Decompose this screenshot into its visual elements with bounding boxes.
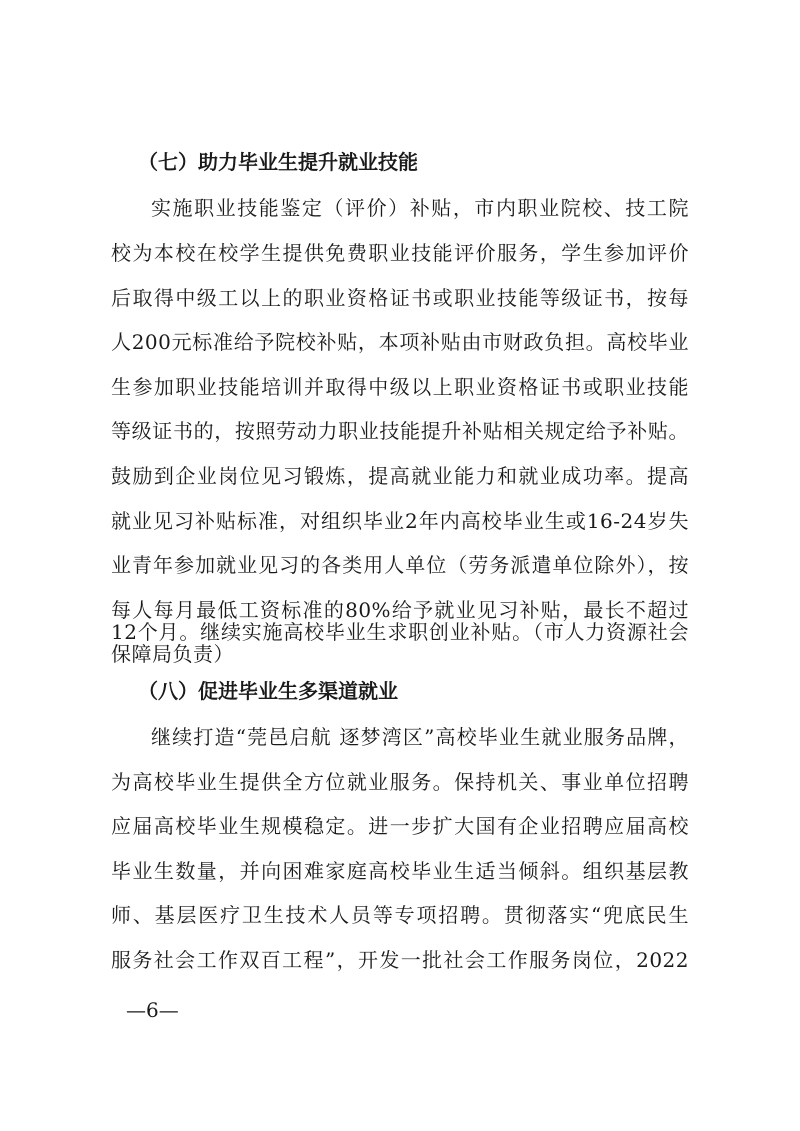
paragraph-line: 人200元标准给予院校补贴，本项补贴由市财政负担。高校毕业 bbox=[111, 330, 689, 354]
paragraph-line: 就业见习补贴标准，对组织毕业2年内高校毕业生或16-24岁失 bbox=[111, 509, 689, 533]
paragraph-line: 师、基层医疗卫生技术人员等专项招聘。贯彻落实“兜底民生 bbox=[111, 903, 689, 927]
paragraph-line: 实施职业技能鉴定（评价）补贴，市内职业院校、技工院 bbox=[151, 196, 689, 220]
paragraph-line: 后取得中级工以上的职业资格证书或职业技能等级证书，按每 bbox=[111, 286, 689, 310]
paragraph-line: 等级证书的，按照劳动力职业技能提升补贴相关规定给予补贴。 bbox=[111, 419, 689, 443]
paragraph-line: 应届高校毕业生规模稳定。进一步扩大国有企业招聘应届高校 bbox=[111, 814, 689, 838]
section-8-heading: （八）促进毕业生多渠道就业 bbox=[138, 679, 398, 703]
paragraph-line: 为高校毕业生提供全方位就业服务。保持机关、事业单位招聘 bbox=[111, 770, 689, 794]
paragraph-line: 业青年参加就业见习的各类用人单位（劳务派遣单位除外），按 bbox=[111, 553, 689, 577]
paragraph-line: 保障局负责） bbox=[111, 642, 234, 666]
paragraph-line: 鼓励到企业岗位见习锻炼，提高就业能力和就业成功率。提高 bbox=[111, 464, 689, 488]
paragraph-line: 服务社会工作双百工程”，开发一批社会工作服务岗位，2022 bbox=[111, 948, 689, 972]
paragraph-line: 继续打造“莞邑启航 逐梦湾区”高校毕业生就业服务品牌， bbox=[151, 725, 689, 749]
page-number: —6— bbox=[126, 998, 179, 1022]
section-7-heading: （七）助力毕业生提升就业技能 bbox=[138, 150, 418, 174]
paragraph-line: 12个月。继续实施高校毕业生求职创业补贴。（市人力资源社会 bbox=[111, 620, 689, 644]
paragraph-line: 生参加职业技能培训并取得中级以上职业资格证书或职业技能 bbox=[111, 375, 689, 399]
paragraph-line: 毕业生数量，并向困难家庭高校毕业生适当倾斜。组织基层教 bbox=[111, 859, 689, 883]
paragraph-line: 校为本校在校学生提供免费职业技能评价服务，学生参加评价 bbox=[111, 241, 689, 265]
paragraph-line: 每人每月最低工资标准的80%给予就业见习补贴，最长不超过 bbox=[111, 598, 689, 622]
